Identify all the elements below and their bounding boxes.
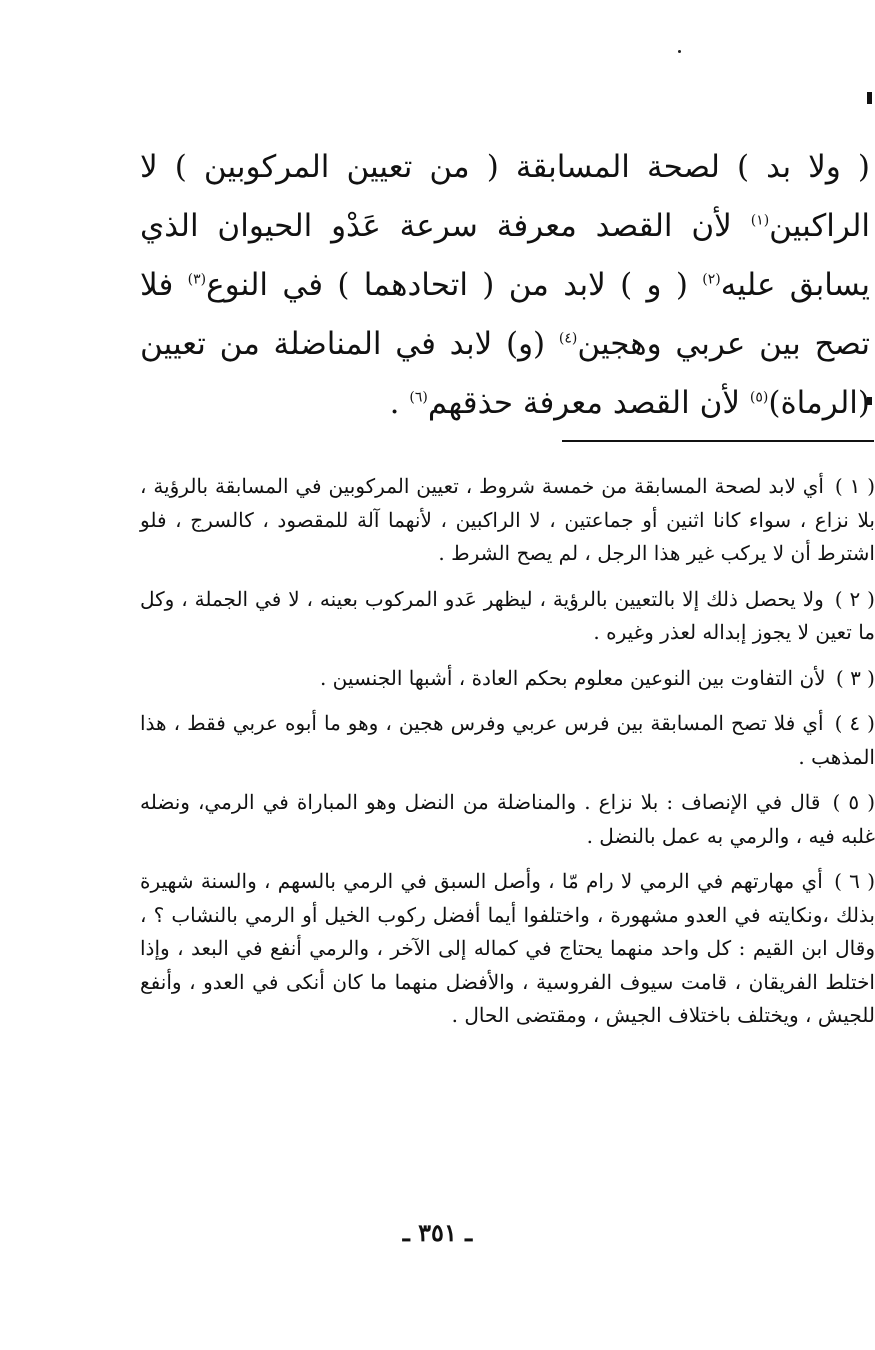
footnote-5 — [140, 786, 875, 853]
main-text-segment: ( و ) لابد من ( اتحادهما ) في النوع — [206, 267, 703, 303]
footnote-2 — [140, 583, 875, 650]
footnote-reference: (٦) — [409, 389, 428, 406]
main-text-segment: (و) لابد في المناضلة من تعيين (الرماة) — [140, 326, 870, 421]
footnote-text: أي فلا تصح المسابقة بين فرس عربي وفرس هجين ، وهو ما أبوه عربي فقط ، هذا المذهب . — [140, 711, 875, 769]
footnote-number: ( ٤ ) — [834, 711, 875, 735]
footnote-number: ( ٥ ) — [832, 790, 875, 814]
margin-mark-top — [867, 92, 872, 104]
footnote-text: لأن التفاوت بين النوعين معلوم بحكم العادة ، أشبها الجنسين . — [319, 665, 826, 690]
footnotes-section — [140, 470, 875, 1045]
main-text-segment: ( ولا بد ) لصحة المسابقة ( من تعيين المركوبين ) لا الراكبين — [140, 149, 870, 244]
footnote-text: أي لابد لصحة المسابقة من خمسة شروط ، تعيين المركوبين في المسابقة بالرؤية ، بلا نزاع ، سواء كانا اثنين أو جماعتين ، لا الراكبين ، لأنهما آلة للمقصود ، كالسرج ، فلو اشترط أن لا يركب غير هذا الرجل ، لم يصح الشرط . — [140, 474, 875, 565]
footnote-reference: (١) — [750, 212, 770, 229]
footnote-1 — [140, 470, 875, 571]
footnote-6 — [140, 865, 875, 1033]
footnote-number: ( ١ ) — [834, 474, 875, 498]
footnote-divider — [562, 440, 874, 442]
main-paragraph — [140, 138, 870, 433]
footnote-3 — [140, 662, 875, 696]
ink-speck — [678, 50, 681, 53]
footnote-4 — [140, 707, 875, 774]
main-text-segment: فلا تصح بين عربي وهجين — [140, 267, 870, 362]
main-text-segment: لأن القصد معرفة حذقهم — [427, 385, 750, 421]
footnote-number: ( ٣ ) — [835, 665, 875, 690]
footnote-reference: (٤) — [558, 330, 578, 347]
footnote-reference: (٢) — [702, 271, 721, 288]
main-text-segment: لأن القصد معرفة سرعة عَدْو الحيوان الذي يسابق عليه — [140, 208, 870, 303]
footnote-text: أي مهارتهم في الرمي لا رام مّا ، وأصل السبق في الرمي بالسهم ، والسنة شهيرة بذلك ،ونكايته في العدو مشهورة ، واختلفوا أيما أفضل ركوب الخيل أو الرمي بالنشاب ؟ ، وقال ابن القيم : كل واحد منهما يحتاج في كماله إلى الآخر ، والرمي أنفع في البعد ، وإذا اختلط الفريقان ، قامت سيوف الفروسية ، والأفضل منهما ما كان أنكى في العدو ، وأنفع للجيش ، ويختلف باختلاف الجيش ، ومقتضى الحال . — [140, 869, 875, 1027]
footnote-text: قال في الإنصاف : بلا نزاع . والمناضلة من النضل وهو المباراة في الرمي، ونضله غلبه فيه ، والرمي به عمل بالنضل . — [140, 790, 875, 848]
footnote-text: ولا يحصل ذلك إلا بالتعيين بالرؤية ، ليظهر عَدو المركوب بعينه ، لا في الجملة ، وكل ما تعين لا يجوز إبداله لعذر وغيره . — [140, 586, 875, 644]
footnote-reference: (٣) — [187, 271, 207, 288]
main-text-block — [140, 138, 870, 433]
footnote-number: ( ٢ ) — [834, 586, 875, 611]
page-number: ـ ٣٥١ ـ — [402, 1218, 473, 1247]
footnote-reference: (٥) — [749, 389, 769, 406]
main-text-segment: . — [389, 385, 410, 421]
footnote-number: ( ٦ ) — [834, 869, 875, 893]
